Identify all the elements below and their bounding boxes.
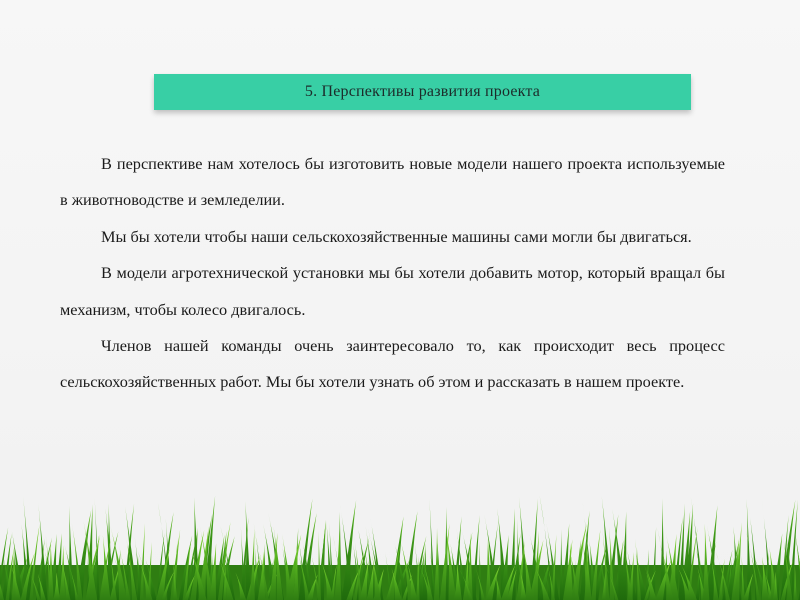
paragraph-4: Членов нашей команды очень заинтересовало то, как происходит весь процесс сельскохозяйственных работ. Мы бы хотели узнать об этом и рассказать в нашем проекте. <box>60 336 725 392</box>
slide-body <box>60 146 725 401</box>
grass-decoration-icon <box>0 470 800 600</box>
title-bar <box>154 74 691 110</box>
paragraph-2: Мы бы хотели чтобы наши сельскохозяйственные машины сами могли бы двигаться. <box>101 226 692 246</box>
paragraph-1: В перспективе нам хотелось бы изготовить новые модели нашего проекта используемые в животноводстве и земледелии. <box>60 154 725 210</box>
slide-title: 5. Перспективы развития проекта <box>304 83 541 100</box>
grass-blade <box>703 524 710 600</box>
paragraph-3: В модели агротехнической установки мы бы хотели добавить мотор, который вращал бы механизм, чтобы колесо двигалось. <box>60 263 725 319</box>
